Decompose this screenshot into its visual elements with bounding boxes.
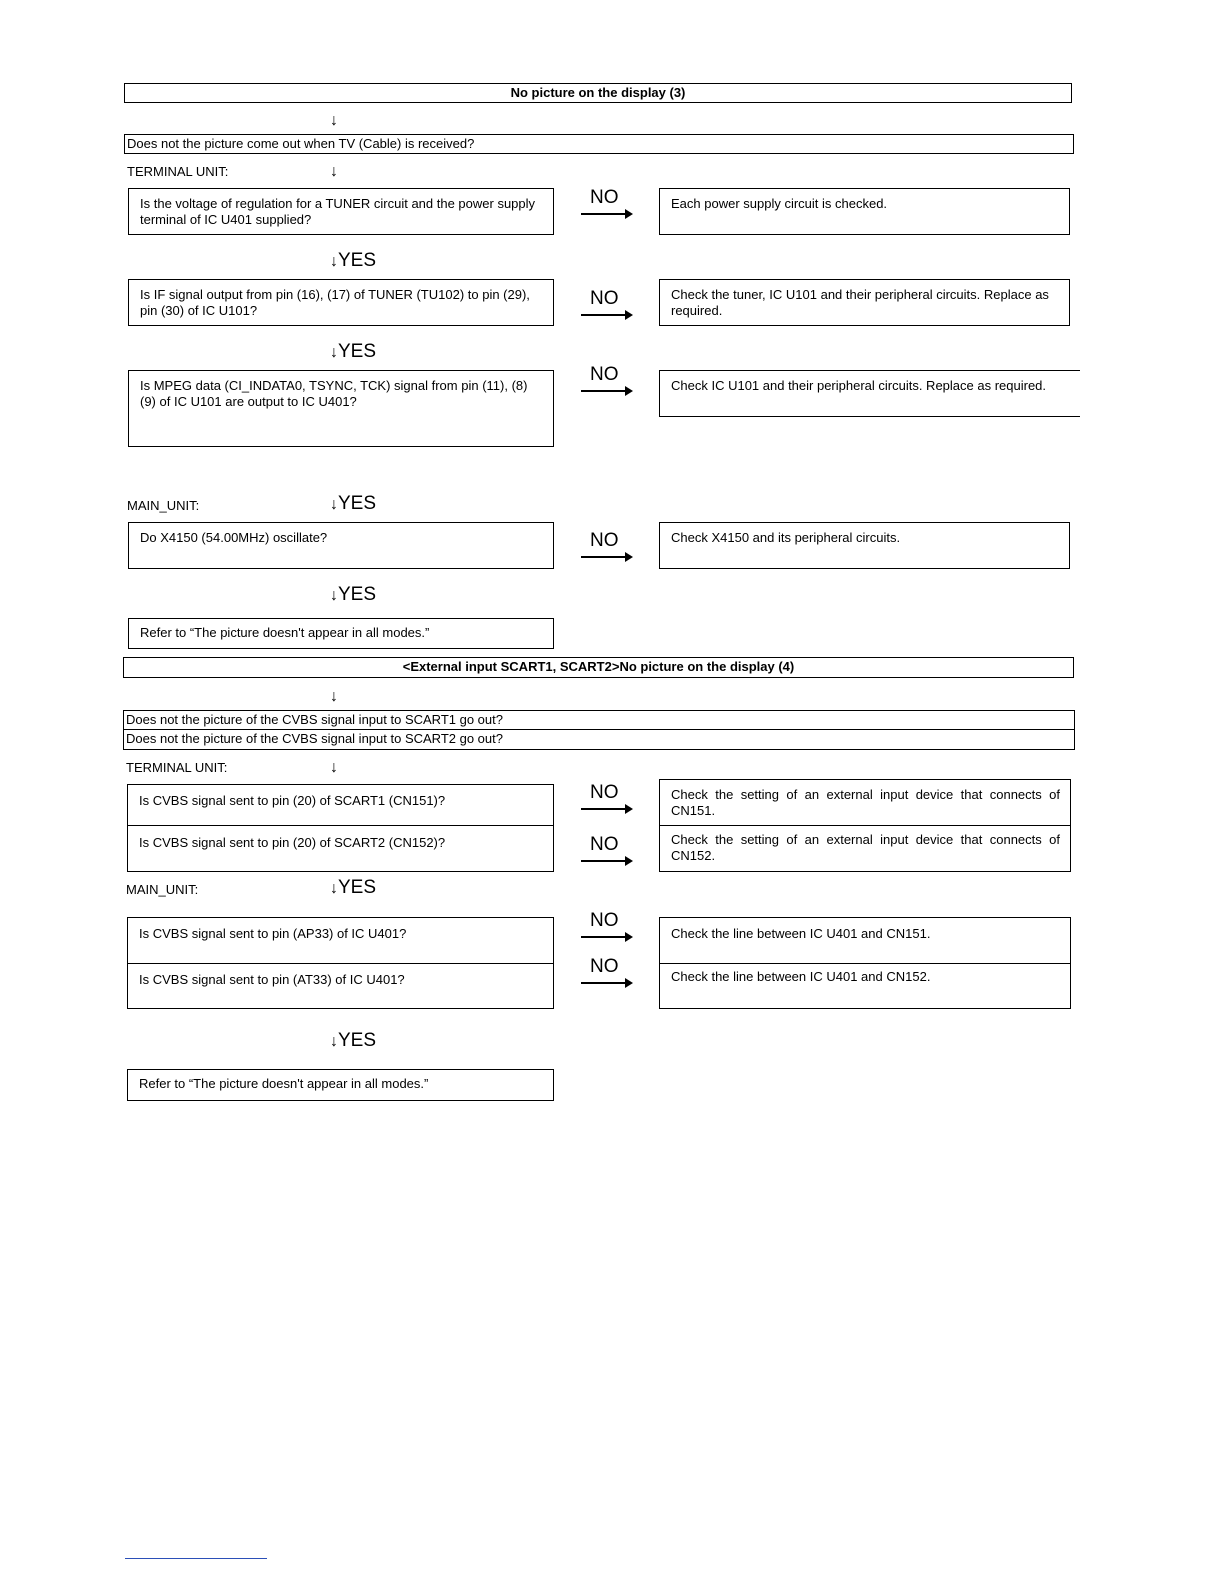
- no-label: NO: [590, 364, 619, 385]
- no-arrow: [581, 289, 641, 323]
- check-box-tuner-voltage: [128, 188, 554, 235]
- arrow-right-icon: [625, 552, 633, 562]
- down-arrow-icon: ↓: [330, 253, 338, 270]
- action-box-external-device: [659, 779, 1071, 872]
- yes-label: [330, 1030, 376, 1053]
- action-box-ic-u101: [659, 370, 1080, 417]
- arrow-right-icon: [625, 386, 633, 396]
- arrow-right-icon: [625, 209, 633, 219]
- section2-question-scart1: Does not the picture of the CVBS signal input to SCART1 go out?: [123, 710, 1075, 730]
- check-text: Is CVBS signal sent to pin (AP33) of IC U401?: [139, 926, 407, 941]
- terminal-unit-label: TERMINAL UNIT:: [126, 760, 228, 775]
- down-arrow-icon: ↓: [330, 496, 338, 513]
- arrow-right-icon: [625, 856, 633, 866]
- action-text: Check the setting of an external input device that connects of CN152.: [671, 832, 1060, 863]
- yes-text: YES: [338, 1030, 377, 1051]
- action-box-power-supply: [659, 188, 1070, 235]
- no-label: NO: [590, 530, 619, 551]
- down-arrow-icon: ↓: [330, 688, 338, 705]
- no-label: NO: [590, 782, 619, 803]
- check-box-ic-u401-pins: [127, 917, 554, 1009]
- arrow-right-icon: [625, 978, 633, 988]
- check-text: Is CVBS signal sent to pin (AT33) of IC U401?: [139, 972, 405, 987]
- action-text: Check X4150 and its peripheral circuits.: [671, 530, 901, 545]
- yes-text: YES: [338, 493, 377, 514]
- action-text: Check IC U101 and their peripheral circuits. Replace as required.: [671, 378, 1047, 393]
- down-arrow-icon: ↓: [330, 344, 338, 361]
- main-unit-label: MAIN_UNIT:: [127, 498, 200, 513]
- check-text: Do X4150 (54.00MHz) oscillate?: [140, 530, 328, 545]
- action-text: Check the tuner, IC U101 and their peripheral circuits. Replace as required.: [671, 287, 1049, 318]
- down-arrow-icon: ↓: [330, 759, 338, 776]
- footer-divider: [125, 1558, 267, 1559]
- yes-text: YES: [338, 877, 377, 898]
- check-box-scart-pins: [127, 784, 554, 872]
- yes-label: [330, 493, 376, 516]
- yes-text: YES: [338, 341, 377, 362]
- no-arrow: [581, 188, 641, 222]
- check-text: Is CVBS signal sent to pin (20) of SCART1 (CN151)?: [139, 793, 446, 808]
- action-box-x4150: [659, 522, 1070, 569]
- no-arrow: [581, 783, 641, 817]
- yes-label: [330, 250, 376, 273]
- final-text: Refer to “The picture doesn't appear in all modes.”: [140, 625, 430, 640]
- section1-question: Does not the picture come out when TV (Cable) is received?: [124, 134, 1074, 154]
- section2-question-scart2: Does not the picture of the CVBS signal input to SCART2 go out?: [123, 729, 1075, 750]
- check-box-oscillator: [128, 522, 554, 569]
- action-text: Check the line between IC U401 and CN151.: [671, 926, 931, 941]
- down-arrow-icon: ↓: [330, 1033, 338, 1050]
- yes-label: [330, 877, 376, 900]
- down-arrow-icon: ↓: [330, 112, 338, 129]
- section1-title: No picture on the display (3): [124, 83, 1072, 103]
- no-label: NO: [590, 288, 619, 309]
- check-box-mpeg-data: [128, 370, 554, 447]
- down-arrow-icon: ↓: [330, 163, 338, 180]
- check-text: Is CVBS signal sent to pin (20) of SCART2 (CN152)?: [139, 835, 446, 850]
- check-text: Is MPEG data (CI_INDATA0, TSYNC, TCK) signal from pin (11), (8) (9) of IC U101 are output to IC U401?: [140, 378, 528, 409]
- action-box-tuner: [659, 279, 1070, 326]
- check-box-if-signal: [128, 279, 554, 326]
- yes-label: [330, 584, 376, 607]
- down-arrow-icon: ↓: [330, 880, 338, 897]
- action-text: Check the setting of an external input device that connects of CN151.: [671, 787, 1060, 818]
- final-box-section1: [128, 618, 554, 649]
- no-label: NO: [590, 956, 619, 977]
- action-box-line-check: [659, 917, 1071, 1009]
- yes-label: [330, 341, 376, 364]
- final-text: Refer to “The picture doesn't appear in all modes.”: [139, 1076, 429, 1091]
- final-box-section2: [127, 1069, 554, 1101]
- no-arrow: [581, 835, 641, 869]
- action-text: Check the line between IC U401 and CN152.: [671, 969, 931, 984]
- check-text: Is the voltage of regulation for a TUNER circuit and the power supply terminal of IC U401 supplied?: [140, 196, 536, 227]
- arrow-right-icon: [625, 310, 633, 320]
- no-label: NO: [590, 910, 619, 931]
- terminal-unit-label: TERMINAL UNIT:: [127, 164, 229, 179]
- arrow-right-icon: [625, 932, 633, 942]
- no-arrow: [581, 365, 641, 399]
- no-label: NO: [590, 187, 619, 208]
- arrow-right-icon: [625, 804, 633, 814]
- no-arrow: [581, 957, 641, 991]
- yes-text: YES: [338, 584, 377, 605]
- check-text: Is IF signal output from pin (16), (17) of TUNER (TU102) to pin (29), pin (30) of IC U101?: [140, 287, 530, 318]
- section2-title: <External input SCART1, SCART2>No picture on the display (4): [123, 657, 1074, 678]
- no-arrow: [581, 911, 641, 945]
- action-text: Each power supply circuit is checked.: [671, 196, 888, 211]
- down-arrow-icon: ↓: [330, 587, 338, 604]
- no-label: NO: [590, 834, 619, 855]
- yes-text: YES: [338, 250, 377, 271]
- main-unit-label: MAIN_UNIT:: [126, 882, 199, 897]
- no-arrow: [581, 531, 641, 565]
